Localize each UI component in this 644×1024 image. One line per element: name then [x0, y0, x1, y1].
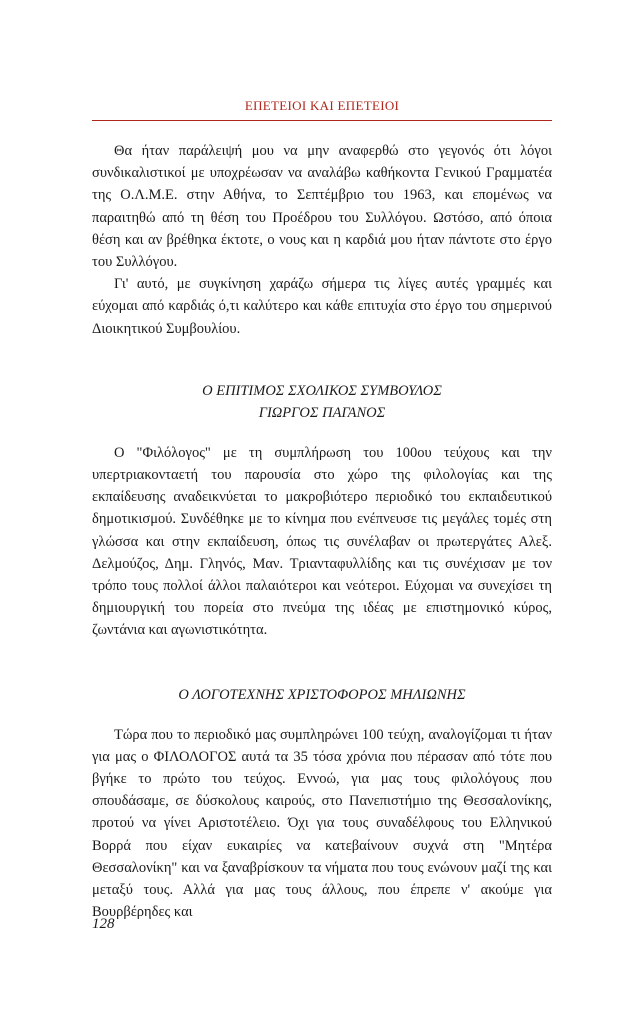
page-number: 128: [92, 916, 115, 932]
paragraph-4: Τώρα που το περιοδικό μας συμπληρώνει 100 τεύχη, αναλογίζομαι τι ήταν για μας ο ΦΙΛΟΛΟΓΟΣ αυτά τα 35 τόσα χρόνια που πέρασαν από τότε που βγήκε το πρώτο του τεύχος. Εννοώ, για μας τους φιλολόγους που σπουδάσαμε, σε δύσκολους καιρούς, στο Πανεπιστήμιο της Θεσσαλονίκης, προτού να γίνει Αριστοτέλειο. Όχι για τους συναδέλφους του Ελληνικού Βορρά που είχαν ευκαιρίες να κατεβαίνουν συχνά στη "Μητέρα Θεσσαλονίκη" και να ξαναβρίσκουν τα νήματα που τους ενώνουν μαζί της και μεταξύ τους. Αλλά για μας τους άλλους, που έπρεπε ν' ακούμε για Βουρβέρηδες και: [92, 726, 552, 921]
paragraph-1: Θα ήταν παράλειψή μου να μην αναφερθώ στο γεγονός ότι λόγοι συνδικαλιστικοί με υποχρέωσαν να αναλάβω καθήκοντα Γενικού Γραμματέα της Ο.Λ.Μ.Ε. στην Αθήνα, το Σεπτέμβριο του 1963, και επομένως να παραιτηθώ από τη θέση του Προέδρου του Συλλόγου. Ωστόσο, από όποια θέση και αν βρέθηκα έκτοτε, ο νους και η καρδιά μου ήταν πάντοτε στο έργο του Συλλόγου.: [92, 143, 552, 271]
page-body: [92, 140, 552, 923]
section-heading-1-line-1: Ο ΕΠΙΤΙΜΟΣ ΣΧΟΛΙΚΟΣ ΣΥΜΒΟΥΛΟΣ: [202, 382, 442, 399]
running-header: ΕΠΕΤΕΙΟΙ ΚΑΙ ΕΠΕΤΕΙΟΙ: [244, 98, 400, 113]
paragraph-3: Ο "Φιλόλογος" με τη συμπλήρωση του 100ου τεύχους και την υπερτριακονταετή του παρουσία στο χώρο της φιλολογίας και της εκπαίδευσης αναδεικνύεται το μακροβιότερο περιοδικό του εκπαιδευτικού δημοτικισμού. Συνδέθηκε με το κίνημα που ενέπνευσε τις μεγάλες τομές στη γλώσσα και στην εκπαίδευση, όπως τις συνέλαβαν οι πρωτεργάτες Αλεξ. Δελμούζος, Δημ. Γληνός, Μαν. Τριανταφυλλίδης και τις συνέχισαν με τον τρόπο τους πολλοί άλλοι παλαιότεροι και νεότεροι. Εύχομαι να συνεχίσει τη δημιουργική του πορεία στο πνεύμα της ιδέας με επιστημονικό κύρος, ζωντάνια και αγωνιστικότητα.: [92, 444, 552, 639]
paragraph-2: Γι' αυτό, με συγκίνηση χαράζω σήμερα τις λίγες αυτές γραμμές και εύχομαι από καρδιάς ό,τι καλύτερο και κάθε επιτυχία στο έργο του σημερινού Διοικητικού Συμβουλίου.: [92, 276, 552, 337]
section-heading-1-line-2: ΓΙΩΡΓΟΣ ΠΑΓΑΝΟΣ: [258, 404, 386, 421]
header-rule: [92, 120, 552, 121]
section-heading-2: Ο ΛΟΓΟΤΕΧΝΗΣ ΧΡΙΣΤΟΦΟΡΟΣ ΜΗΛΙΩΝΗΣ: [178, 686, 466, 703]
